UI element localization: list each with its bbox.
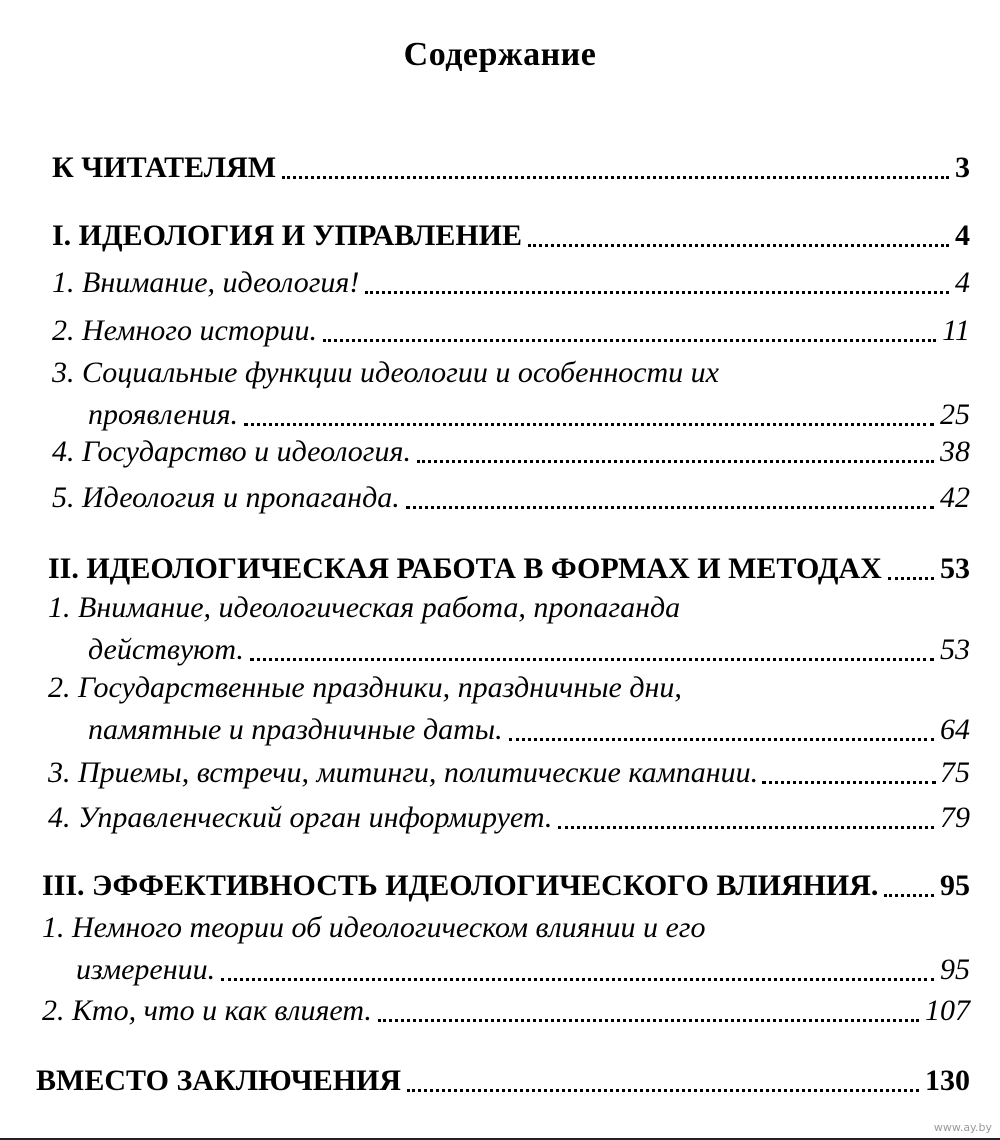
toc-page-number: 3 (955, 151, 970, 184)
toc-item-label: 1. Внимание, идеологическая работа, пропаганда (48, 591, 681, 624)
dot-leader (509, 738, 934, 741)
toc-page-number: 79 (940, 801, 970, 834)
toc-item-label: 2. Государственные праздники, праздничные дни, (48, 671, 682, 704)
toc-page-number: 75 (940, 756, 970, 789)
toc-page-number: 64 (940, 713, 970, 746)
toc-item (42, 910, 970, 988)
dot-leader (417, 460, 934, 463)
toc-page-number: 4 (955, 266, 970, 299)
toc-page-number: 25 (940, 398, 970, 431)
toc-section-1 (52, 218, 970, 254)
toc-item (52, 265, 970, 301)
dot-leader (365, 291, 949, 294)
dot-leader (282, 176, 949, 179)
toc-item (52, 355, 970, 433)
toc-item (48, 755, 970, 791)
dot-leader (884, 894, 934, 897)
dot-leader (528, 244, 949, 247)
toc-item-continuation: проявления. (88, 398, 239, 431)
toc-item-continuation: действуют. (88, 633, 244, 666)
toc-section-3 (42, 868, 970, 904)
toc-item (52, 313, 970, 349)
dot-leader (244, 423, 934, 426)
toc-section-2 (48, 551, 970, 587)
dot-leader (221, 978, 934, 981)
toc-item (48, 800, 970, 836)
dot-leader (407, 1089, 919, 1092)
toc-page-number: 95 (940, 953, 970, 986)
toc-item-continuation: памятные и праздничные даты. (88, 713, 503, 746)
dot-leader (378, 1019, 919, 1022)
toc-item-label: 4. Государство и идеология. (52, 435, 411, 468)
toc-page-number: 107 (925, 994, 970, 1027)
toc-item-label: 2. Кто, что и как влияет. (42, 994, 372, 1027)
toc-item-label: 1. Немного теории об идеологическом влиянии и его (42, 911, 706, 944)
toc-item (52, 434, 970, 470)
watermark: www.ay.by (933, 1121, 992, 1134)
toc-item (42, 993, 970, 1029)
toc-section-conclusion (36, 1063, 970, 1099)
toc-item-label: 2. Немного истории. (52, 314, 317, 347)
dot-leader (250, 658, 934, 661)
toc-item-label: 4. Управленческий орган информирует. (48, 801, 553, 834)
dot-leader (323, 339, 936, 342)
toc-item (48, 590, 970, 668)
toc-item-label: 3. Приемы, встречи, митинги, политические кампании. (48, 756, 759, 789)
toc-item (52, 480, 970, 516)
toc-page-number: 53 (940, 633, 970, 666)
toc-item (48, 670, 970, 748)
toc-section-label: II. ИДЕОЛОГИЧЕСКАЯ РАБОТА В ФОРМАХ И МЕТОДАХ (48, 552, 882, 585)
toc-item-label: 3. Социальные функции идеологии и особенности их (52, 356, 720, 389)
toc-page-number: 4 (955, 219, 970, 252)
toc-page-number: 42 (940, 481, 970, 514)
toc-section-label: К ЧИТАТЕЛЯМ (52, 151, 277, 184)
toc-section-label: I. ИДЕОЛОГИЯ И УПРАВЛЕНИЕ (52, 219, 523, 252)
dot-leader (406, 506, 934, 509)
page-title: Содержание (403, 36, 597, 73)
dot-leader (888, 577, 934, 580)
toc-section-readers (52, 150, 970, 186)
toc-page-number: 38 (940, 435, 970, 468)
toc-section-label: ВМЕСТО ЗАКЛЮЧЕНИЯ (36, 1064, 402, 1097)
dot-leader (762, 781, 936, 784)
toc-section-label: III. ЭФФЕКТИВНОСТЬ ИДЕОЛОГИЧЕСКОГО ВЛИЯНИЯ. (42, 869, 879, 902)
toc-item-label: 5. Идеология и пропаганда. (52, 481, 400, 514)
toc-item-continuation: измерении. (76, 953, 216, 986)
dot-leader (558, 826, 934, 829)
toc-item-label: 1. Внимание, идеология! (52, 266, 360, 299)
toc-page-number: 53 (940, 552, 970, 585)
toc-page-number: 11 (942, 314, 970, 347)
toc-page-number: 95 (940, 869, 970, 902)
toc-page-number: 130 (925, 1064, 970, 1097)
